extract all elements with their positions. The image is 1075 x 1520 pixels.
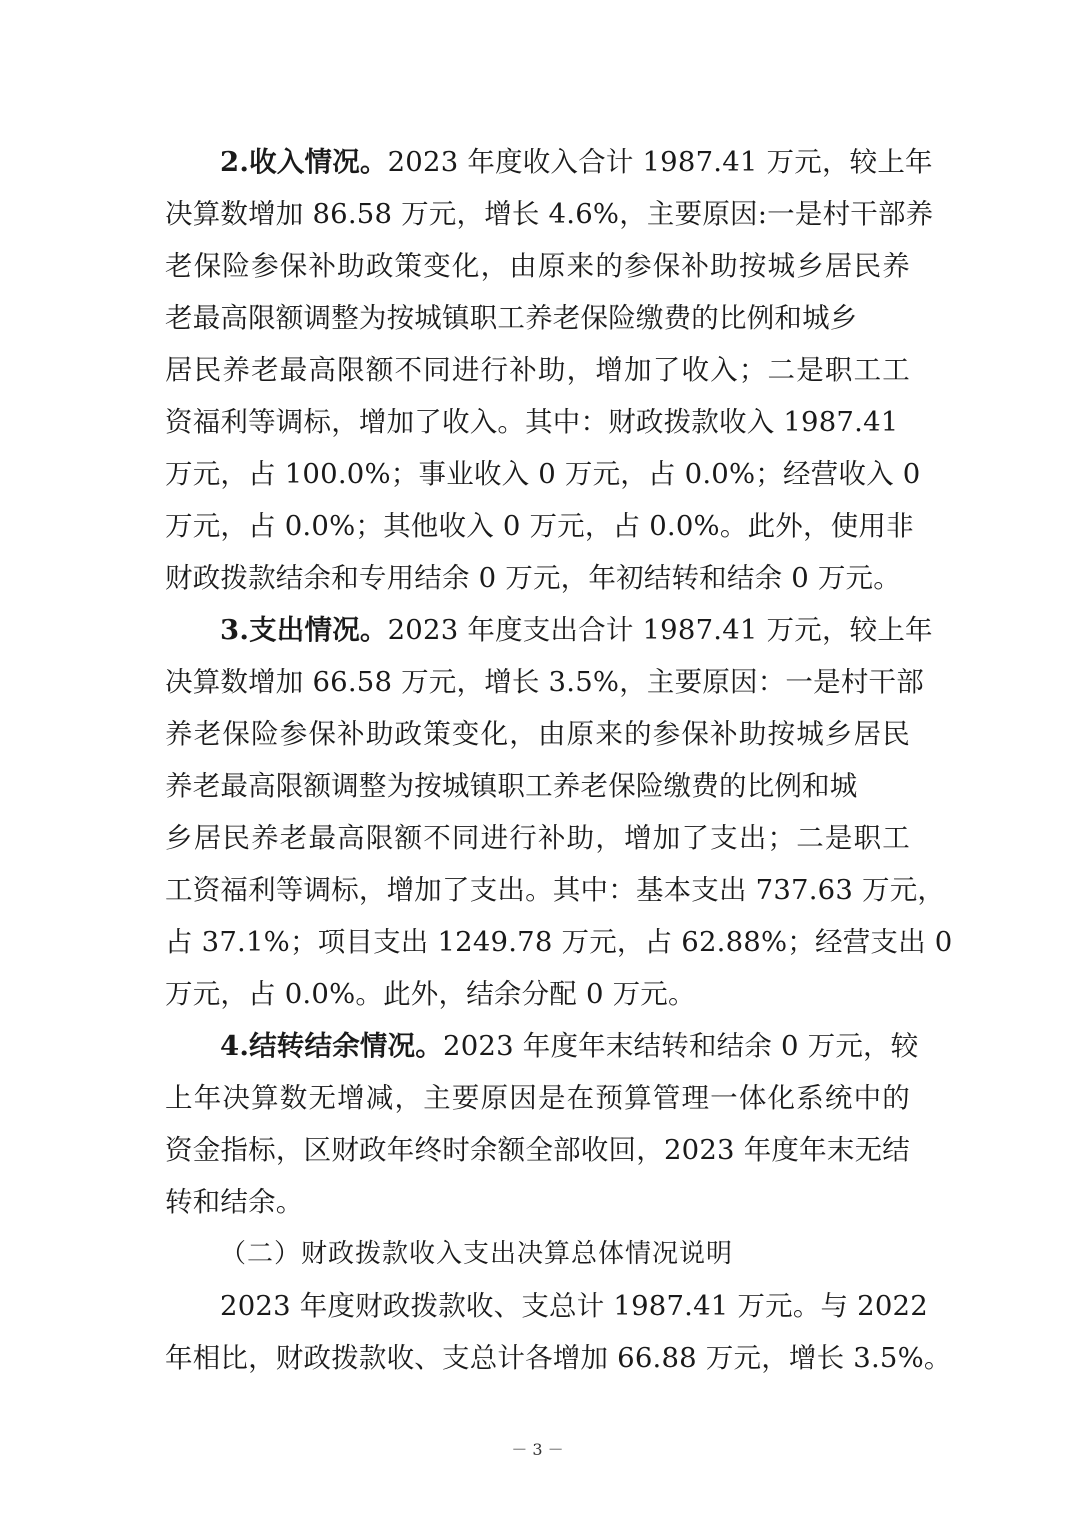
carryover-line-3: 资金指标，区财政年终时余额全部收回，2023 年度年末无结 — [165, 1134, 910, 1166]
income-line-8: 万元，占 0.0%；其他收入 0 万元，占 0.0%。此外，使用非 — [165, 510, 914, 542]
expenditure-line-4: 养老最高限额调整为按城镇职工养老保险缴费的比例和城 — [165, 770, 858, 802]
income-line-1 — [220, 144, 933, 180]
closing-line-1: 2023 年度财政拨款收、支总计 1987.41 万元。与 2022 — [220, 1290, 928, 1322]
income-line-7: 万元，占 100.0%；事业收入 0 万元，占 0.0%；经营收入 0 — [165, 458, 921, 490]
expenditure-text-1: 2023 年度支出合计 1987.41 万元，较上年 — [387, 614, 933, 646]
income-line-4: 老最高限额调整为按城镇职工养老保险缴费的比例和城乡 — [165, 302, 858, 334]
expenditure-title: 3.支出情况。 — [220, 614, 388, 646]
expenditure-line-5: 乡居民养老最高限额不同进行补助，增加了支出；二是职工 — [165, 822, 910, 854]
income-line-2: 决算数增加 86.58 万元，增长 4.6%，主要原因:一是村干部养 — [165, 198, 934, 230]
income-line-9: 财政拨款结余和专用结余 0 万元，年初结转和结余 0 万元。 — [165, 562, 901, 594]
income-line-3: 老保险参保补助政策变化，由原来的参保补助按城乡居民养 — [165, 250, 910, 282]
expenditure-line-8: 万元，占 0.0%。此外，结余分配 0 万元。 — [165, 978, 696, 1010]
subheading: （二）财政拨款收入支出决算总体情况说明 — [220, 1239, 734, 1269]
carryover-line-4: 转和结余。 — [165, 1186, 304, 1218]
income-title: 2.收入情况。 — [220, 146, 388, 178]
income-text-1: 2023 年度收入合计 1987.41 万元，较上年 — [387, 146, 933, 178]
expenditure-line-1 — [220, 612, 933, 648]
carryover-text-1: 2023 年度年末结转和结余 0 万元，较 — [443, 1030, 919, 1062]
income-line-5: 居民养老最高限额不同进行补助，增加了收入；二是职工工 — [165, 354, 910, 386]
expenditure-line-3: 养老保险参保补助政策变化，由原来的参保补助按城乡居民 — [165, 718, 910, 750]
carryover-line-1 — [220, 1028, 919, 1064]
closing-line-2: 年相比，财政拨款收、支总计各增加 66.88 万元，增长 3.5%。 — [165, 1342, 952, 1374]
carryover-line-2: 上年决算数无增减，主要原因是在预算管理一体化系统中的 — [165, 1082, 910, 1114]
expenditure-line-7: 占 37.1%；项目支出 1249.78 万元，占 62.88%；经营支出 0 — [165, 926, 953, 958]
expenditure-line-2: 决算数增加 66.58 万元，增长 3.5%，主要原因：一是村干部 — [165, 666, 924, 698]
expenditure-line-6: 工资福利等调标，增加了支出。其中：基本支出 737.63 万元， — [165, 874, 946, 906]
page-number: － 3 － — [511, 1440, 564, 1459]
income-line-6: 资福利等调标，增加了收入。其中：财政拨款收入 1987.41 — [165, 406, 899, 438]
carryover-title: 4.结转结余情况。 — [220, 1030, 444, 1062]
